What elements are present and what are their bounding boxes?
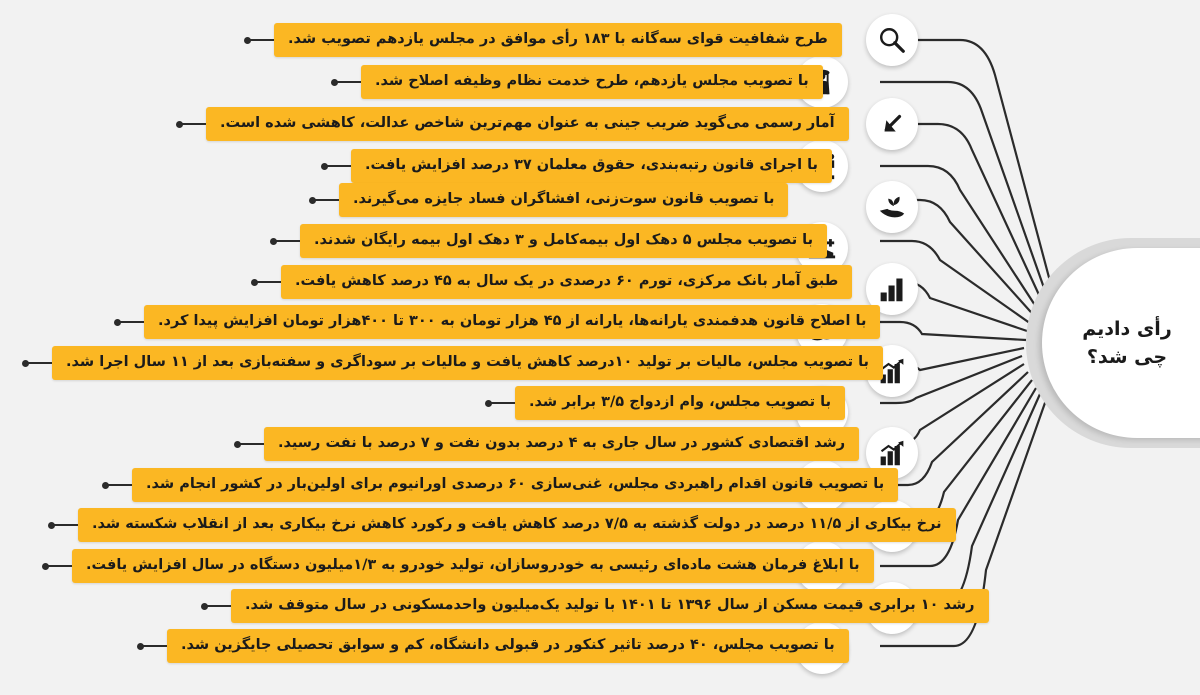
list-item-label: با اصلاح قانون هدفمندی یارانه‌ها، یارانه از ۴۵ هزار تومان به ۳۰۰ تا ۴۰۰هزار تومان افزایش پیدا کرد. bbox=[144, 305, 880, 340]
list-item[interactable] bbox=[246, 23, 842, 57]
list-item[interactable] bbox=[236, 427, 859, 461]
list-item-label: با تصویب مجلس، ۴۰ درصد تاثیر کنکور در قبولی دانشگاه، کم و سوابق تحصیلی جایگزین شد. bbox=[167, 629, 849, 664]
list-item-label: نرخ بیکاری از ۱۱/۵ درصد در دولت گذشته به ۷/۵ درصد کاهش یافت و رکورد کاهش نرخ بیکاری بعد از انقلاب شکسته شد. bbox=[78, 508, 956, 543]
list-item[interactable] bbox=[203, 589, 989, 623]
hub-line-1: رأی دادیم bbox=[1082, 317, 1172, 340]
list-item-label: با تصویب قانون سوت‌زنی، افشاگران فساد جایزه می‌گیرند. bbox=[339, 183, 788, 218]
row-connector bbox=[203, 605, 231, 607]
list-item-label: با اجرای قانون رتبه‌بندی، حقوق معلمان ۳۷ درصد افزایش یافت. bbox=[351, 149, 832, 184]
list-item-label: طبق آمار بانک مرکزی، تورم ۶۰ درصدی در یک سال به ۴۵ درصد کاهش یافت. bbox=[281, 265, 852, 300]
row-connector bbox=[116, 321, 144, 323]
row-connector bbox=[178, 123, 206, 125]
row-connector bbox=[24, 362, 52, 364]
list-item[interactable] bbox=[333, 65, 823, 99]
row-connector bbox=[487, 402, 515, 404]
list-item[interactable] bbox=[50, 508, 956, 542]
row-connector bbox=[333, 81, 361, 83]
row-connector bbox=[139, 645, 167, 647]
row-connector bbox=[104, 484, 132, 486]
list-item[interactable] bbox=[178, 107, 849, 141]
row-connector bbox=[246, 39, 274, 41]
row-connector bbox=[311, 199, 339, 201]
list-item-label: با تصویب مجلس یازدهم، طرح خدمت نظام وظیفه اصلاح شد. bbox=[361, 65, 823, 100]
list-item-label: با تصویب قانون اقدام راهبردی مجلس، غنی‌سازی ۶۰ درصدی اورانیوم برای اولین‌بار در کشور انجام شد. bbox=[132, 468, 898, 503]
row-connector bbox=[272, 240, 300, 242]
list-item-label: با تصویب مجلس ۵ دهک اول بیمه‌کامل و ۳ دهک اول بیمه رایگان شدند. bbox=[300, 224, 827, 259]
list-item-label: با ابلاغ فرمان هشت ماده‌ای رئیسی به خودروسازان، تولید خودرو به ۱/۳میلیون دستگاه در سال افزایش یافت. bbox=[72, 549, 874, 584]
list-item[interactable] bbox=[272, 224, 827, 258]
row-connector bbox=[44, 565, 72, 567]
list-item[interactable] bbox=[116, 305, 880, 339]
list-item[interactable] bbox=[139, 629, 849, 663]
list-item[interactable] bbox=[323, 149, 832, 183]
list-item-label: رشد ۱۰ برابری قیمت مسکن از سال ۱۳۹۶ تا ۱۴۰۱ با تولید یک‌میلیون واحدمسکونی در سال متوقف شد. bbox=[231, 589, 989, 624]
list-item[interactable] bbox=[44, 549, 874, 583]
hub-line-2: چی شد؟ bbox=[1086, 346, 1168, 368]
row-connector bbox=[50, 524, 78, 526]
list-item[interactable] bbox=[24, 346, 883, 380]
list-item-label: طرح شفافیت قوای سه‌گانه با ۱۸۳ رأی موافق در مجلس یازدهم تصویب شد. bbox=[274, 23, 842, 58]
list-item-label: رشد اقتصادی کشور در سال جاری به ۴ درصد بدون نفت و ۷ درصد با نفت رسید. bbox=[264, 427, 859, 462]
row-connector bbox=[236, 443, 264, 445]
list-item-label: با تصویب مجلس، وام ازدواج ۳/۵ برابر شد. bbox=[515, 386, 845, 421]
row-connector bbox=[253, 281, 281, 283]
list-item[interactable] bbox=[487, 386, 845, 420]
list-item[interactable] bbox=[104, 468, 898, 502]
list-item[interactable] bbox=[253, 265, 852, 299]
list-item[interactable] bbox=[311, 183, 788, 217]
row-connector bbox=[323, 165, 351, 167]
list-item-label: با تصویب مجلس، مالیات بر تولید ۱۰درصد کاهش یافت و مالیات بر سوداگری و سفته‌بازی بعد از ۱۱ سال اجرا شد. bbox=[52, 346, 883, 381]
list-item-label: آمار رسمی می‌گوید ضریب جینی به عنوان مهم‌ترین شاخص عدالت، کاهشی شده است. bbox=[206, 107, 849, 142]
